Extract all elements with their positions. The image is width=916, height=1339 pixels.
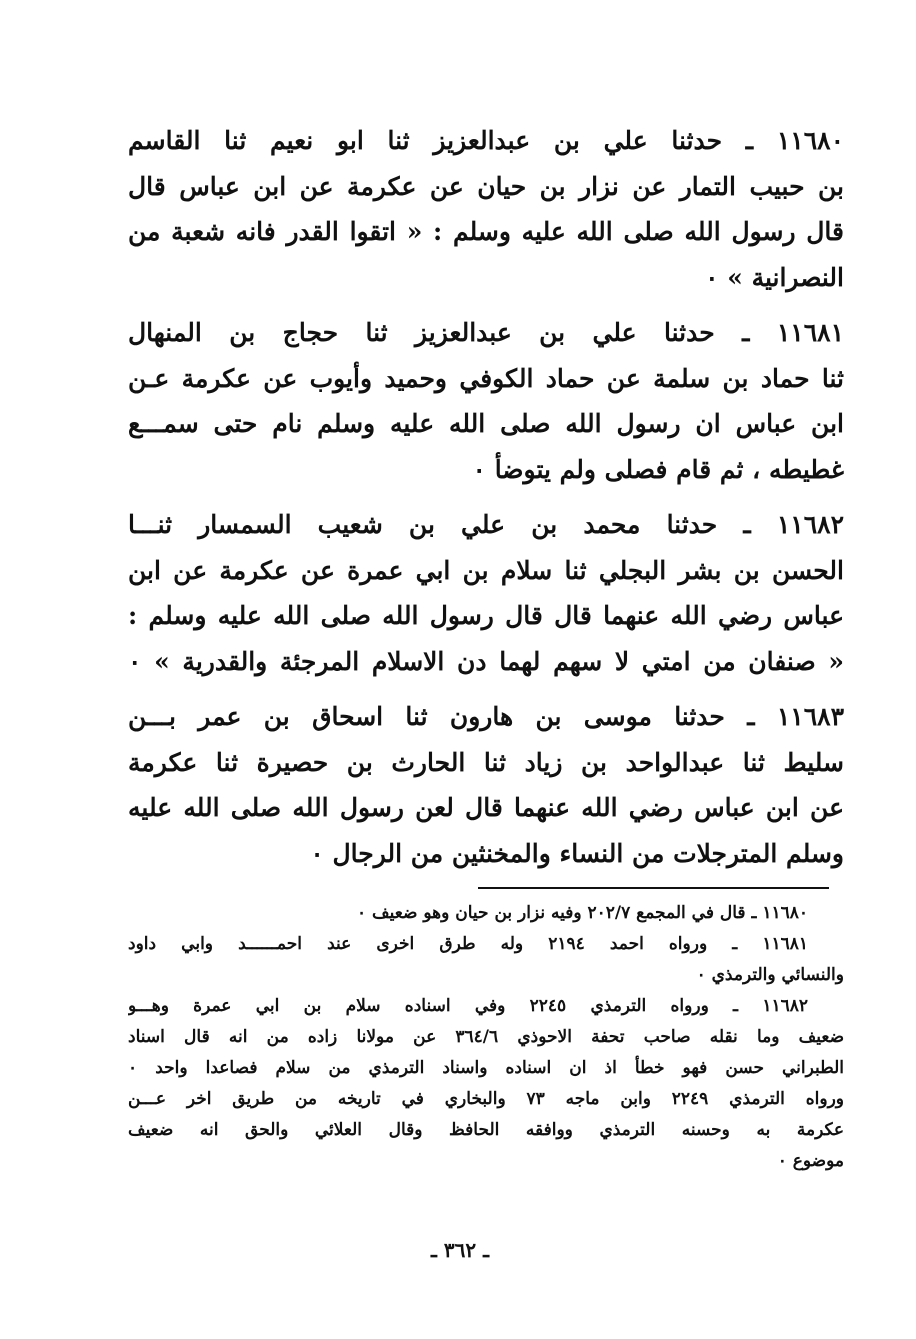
hadith-line: ١١٦٨٠ ـ حدثنا علي بن عبدالعزيز ثنا ابو نعيم ثنا القاسم: [128, 126, 844, 155]
hadith-line: وسلم المترجلات من النساء والمخنثين من الرجال ٠: [310, 838, 844, 868]
hadith-line: النصرانية » ٠: [705, 262, 844, 292]
footnote-11682: [128, 991, 844, 1177]
hadith-line: سليط ثنا عبدالواحد بن زياد ثنا الحارث بن حصيرة ثنا عكرمة: [128, 747, 844, 777]
hadith-line: « صنفان من امتي لا سهم لهما دن الاسلام المرجئة والقدرية » ٠: [128, 646, 844, 676]
hadith-line: غطيطه ، ثم قام فصلى ولم يتوضأ ٠: [472, 454, 844, 484]
hadith-11680: [128, 118, 844, 300]
hadith-line: بن حبيب التمار عن نزار بن حيان عن عكرمة عن ابن عباس قال: [128, 171, 844, 201]
footnotes: [128, 898, 844, 1177]
footnote-line: الطبراني حسن فهو خطأ اذ ان اسناده واسناد الترمذي من سلام فصاعدا واحد ٠: [128, 1058, 844, 1078]
footnote-11680: [128, 898, 844, 929]
hadith-line: ثنا حماد بن سلمة عن حماد الكوفي وحميد وأيوب عن عكرمة عـن: [128, 363, 844, 393]
footnote-line: والنسائي والترمذي ٠: [696, 965, 844, 985]
hadith-11682: [128, 502, 844, 684]
hadith-line: عباس رضي الله عنهما قال قال رسول الله صلى الله عليه وسلم :: [128, 601, 844, 630]
footnote-line: ١١٦٨١ ـ ورواه احمد ٢١٩٤ وله طرق اخرى عند احمــــــد وابي داود: [128, 934, 808, 954]
footnote-line: ضعيف وما نقله صاحب تحفة الاحوذي ٣٦٤/٦ عن مولانا زاده من انه قال اسناد: [128, 1027, 844, 1047]
main-text: [128, 118, 844, 886]
footnote-line: عكرمة به وحسنه الترمذي ووافقه الحافظ وقال العلائي والحق انه ضعيف: [128, 1120, 844, 1140]
hadith-line: ١١٦٨٣ ـ حدثنا موسى بن هارون ثنا اسحاق بن عمر بـــن: [128, 702, 844, 731]
hadith-11683: [128, 694, 844, 876]
footnote-line: موضوع ٠: [777, 1151, 844, 1171]
footnote-line: ورواه الترمذي ٢٢٤٩ وابن ماجه ٧٣ والبخاري في تاريخه من طريق اخر عـــن: [128, 1089, 844, 1109]
hadith-line: عن ابن عباس رضي الله عنهما قال لعن رسول الله صلى الله عليه: [128, 793, 844, 822]
hadith-line: ١١٦٨٢ ـ حدثنا محمد بن علي بن شعيب السمسار ثنـــا: [128, 510, 844, 539]
hadith-line: ١١٦٨١ ـ حدثنا علي بن عبدالعزيز ثنا حجاج بن المنهال: [128, 318, 844, 347]
footnote-separator: [478, 887, 829, 889]
page-number: ـ ٣٦٢ ـ: [431, 1238, 489, 1262]
hadith-11681: [128, 310, 844, 492]
footnote-line: ١١٦٨٠ ـ قال في المجمع ٢٠٢/٧ وفيه نزار بن حيان وهو ضعيف ٠: [357, 903, 808, 923]
hadith-line: ابن عباس ان رسول الله صلى الله عليه وسلم نام حتى سمـــع: [128, 409, 844, 438]
hadith-line: الحسن بن بشر البجلي ثنا سلام بن ابي عمرة عن عكرمة عن ابن: [128, 555, 844, 585]
footnote-line: ١١٦٨٢ ـ ورواه الترمذي ٢٢٤٥ وفي اسناده سلام بن ابي عمرة وهـــو: [128, 996, 808, 1016]
hadith-line: قال رسول الله صلى الله عليه وسلم : « اتقوا القدر فانه شعبة من: [128, 217, 844, 246]
footnote-11681: [128, 929, 844, 991]
